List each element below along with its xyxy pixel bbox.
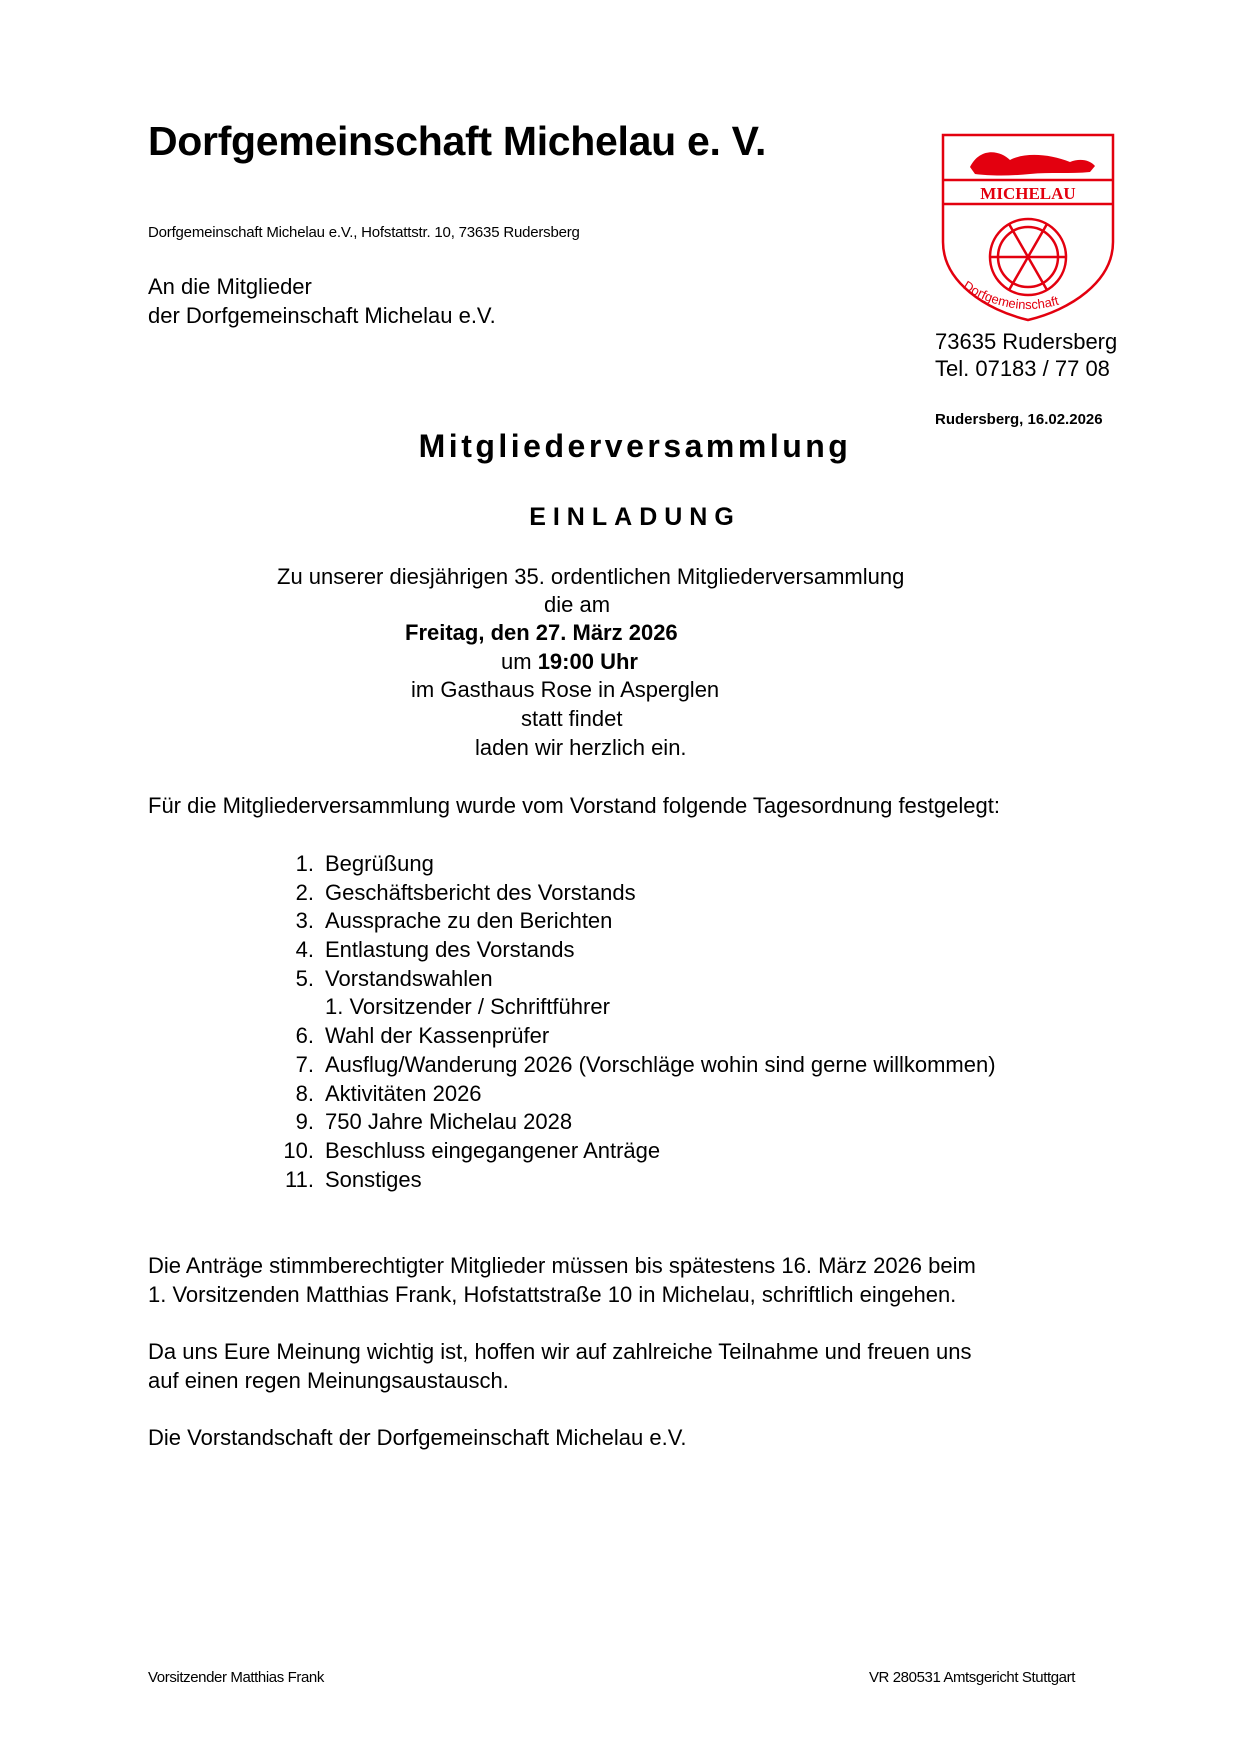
paragraph-participation — [148, 1337, 971, 1395]
agenda-intro: Für die Mitgliederversammlung wurde vom Vorstand folgende Tagesordnung festgelegt: — [148, 793, 1000, 818]
agenda-item-text: Ausflug/Wanderung 2026 (Vorschläge wohin sind gerne willkommen) — [325, 1051, 996, 1077]
meeting-time: 19:00 Uhr — [537, 649, 638, 674]
footer-left: Vorsitzender Matthias Frank — [148, 1669, 324, 1686]
agenda-item-number: 4. — [295, 937, 314, 963]
coat-of-arms-icon — [940, 132, 1120, 322]
meeting-date: Freitag, den 27. März 2026 — [405, 620, 678, 645]
meeting-place: im Gasthaus Rose in Asperglen — [411, 677, 720, 702]
time-prefix: um — [501, 649, 532, 674]
agenda-item-number: 2. — [295, 879, 314, 905]
agenda-item-text: 750 Jahre Michelau 2028 — [325, 1109, 573, 1135]
logo-arc-text: Dorfgemeinschaft — [960, 277, 1061, 313]
organization-title: Dorfgemeinschaft Michelau e. V. — [148, 118, 767, 164]
recipient-line-2: der Dorfgemeinschaft Michelau e.V. — [148, 303, 496, 328]
document-heading: Mitgliederversammlung — [418, 428, 852, 464]
sender-address-line: Dorfgemeinschaft Michelau e.V., Hofstattstr. 10, 73635 Rudersberg — [148, 224, 580, 241]
agenda-item-number: 3. — [295, 908, 314, 934]
agenda-item-text: Aktivitäten 2026 — [325, 1080, 482, 1106]
invitation-line-5: statt findet — [521, 706, 623, 731]
paragraph-participation-line-1: Da uns Eure Meinung wichtig ist, hoffen wir auf zahlreiche Teilnahme und freuen uns — [148, 1339, 972, 1364]
recipient-line-1: An die Mitglieder — [148, 274, 312, 299]
letter-date: Rudersberg, 16.02.2026 — [935, 411, 1103, 428]
agenda-item-number: 7. — [295, 1051, 314, 1077]
meeting-time-line — [501, 648, 638, 677]
closing-signature: Die Vorstandschaft der Dorfgemeinschaft Michelau e.V. — [148, 1425, 687, 1450]
agenda-item-text: Sonstiges — [325, 1166, 422, 1192]
paragraph-motions — [148, 1251, 976, 1309]
footer-right: VR 280531 Amtsgericht Stuttgart — [868, 1669, 1075, 1686]
agenda-item-text: Geschäftsbericht des Vorstands — [325, 879, 636, 905]
contact-phone: Tel. 07183 / 77 08 — [935, 356, 1110, 381]
paragraph-motions-line-1: Die Anträge stimmberechtigter Mitglieder müssen bis spätestens 16. März 2026 beim — [148, 1253, 976, 1278]
contact-block — [935, 328, 1117, 382]
agenda-item-number: 8. — [295, 1080, 314, 1106]
agenda-item-text: Aussprache zu den Berichten — [325, 908, 613, 934]
agenda-item-number: 10. — [283, 1137, 314, 1163]
invitation-line-1: Zu unserer diesjährigen 35. ordentlichen Mitgliederversammlung — [277, 564, 905, 589]
agenda-item-text: Entlastung des Vorstands — [325, 937, 575, 963]
lion-icon — [970, 152, 1095, 175]
document-subheading: EINLADUNG — [529, 503, 741, 531]
invitation-line-6: laden wir herzlich ein. — [475, 735, 687, 760]
invitation-line-2: die am — [544, 592, 611, 617]
recipient-block — [148, 272, 496, 330]
agenda-item-number: 5. — [295, 965, 314, 991]
paragraph-participation-line-2: auf einen regen Meinungsaustausch. — [148, 1368, 509, 1393]
agenda-item-text: Wahl der Kassenprüfer — [325, 1023, 550, 1049]
agenda-item-number: 1. — [295, 851, 314, 876]
agenda-item-text: Beschluss eingegangener Anträge — [325, 1137, 661, 1163]
agenda-item-number: 6. — [295, 1023, 314, 1049]
agenda-item-text: 1. Vorsitzender / Schriftführer — [325, 994, 610, 1020]
logo-name: MICHELAU — [980, 184, 1076, 203]
paragraph-motions-line-2: 1. Vorsitzenden Matthias Frank, Hofstattstraße 10 in Michelau, schriftlich eingehen. — [148, 1282, 957, 1307]
agenda-item-number: 9. — [295, 1109, 314, 1135]
agenda-item-text: Begrüßung — [325, 851, 434, 876]
agenda-item-text: Vorstandswahlen — [325, 965, 493, 991]
agenda-item-number: 11. — [285, 1166, 314, 1192]
logo-svg — [940, 132, 1120, 322]
contact-city: 73635 Rudersberg — [935, 329, 1118, 354]
